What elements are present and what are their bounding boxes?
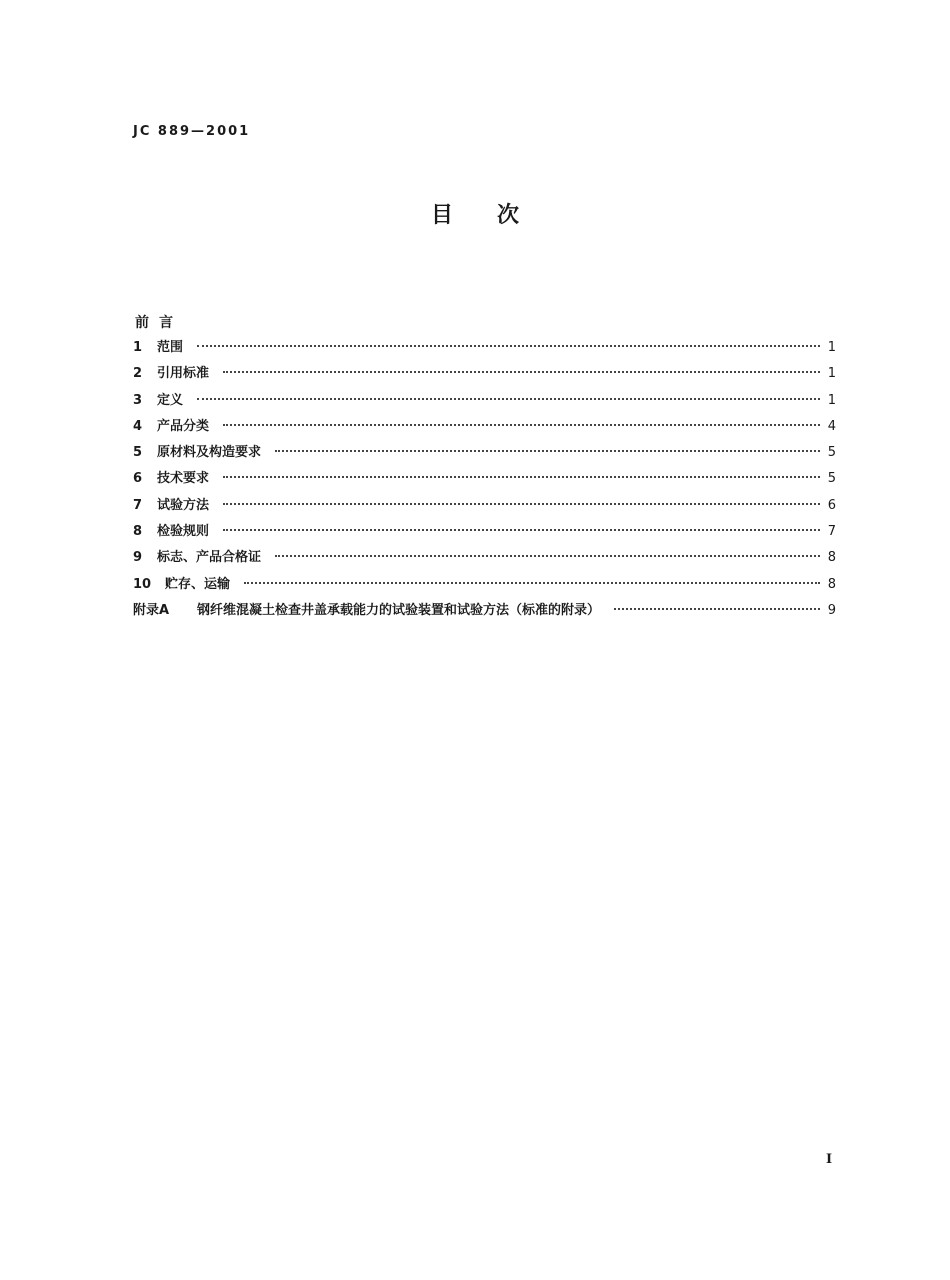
leader-dots	[197, 398, 820, 400]
toc-entry-label: 引用标准	[157, 366, 210, 382]
toc-entry-page: 5	[827, 445, 836, 461]
leader-dots	[614, 608, 820, 610]
toc-entry-page: 7	[827, 524, 836, 540]
toc-entry-page: 1	[827, 340, 836, 355]
toc-entry-label: 试验方法	[157, 497, 210, 513]
toc-entry-appendix-a[interactable]	[133, 599, 836, 625]
toc-entry-number: 4	[133, 418, 143, 434]
toc-entry-1[interactable]	[133, 336, 836, 362]
toc-entry-page: 1	[827, 366, 836, 382]
toc-entry-label: 检验规则	[157, 524, 210, 540]
toc-entry-label: 钢纤维混凝土检查井盖承载能力的试验装置和试验方法（标准的附录）	[197, 602, 601, 618]
toc-entry-number: 8	[133, 524, 143, 540]
standard-code: JC 889—2001	[133, 124, 251, 139]
toc-entry-label: 标志、产品合格证	[157, 550, 262, 566]
toc-preface: 前言	[135, 315, 183, 331]
toc-entry-6[interactable]	[133, 467, 836, 493]
toc-entry-page: 6	[827, 497, 836, 513]
toc-entry-9[interactable]	[133, 546, 836, 572]
toc-entry-number: 10	[133, 576, 152, 592]
toc-entry-5[interactable]	[133, 441, 836, 467]
toc-entry-2[interactable]	[133, 362, 836, 388]
leader-dots	[275, 450, 820, 452]
toc-entry-page: 4	[827, 418, 836, 434]
leader-dots	[223, 476, 820, 478]
toc-entry-page: 1	[827, 392, 836, 408]
toc-title: 目次	[430, 203, 563, 228]
leader-dots	[223, 424, 820, 426]
toc-entry-page: 8	[827, 550, 836, 566]
toc-entry-number: 7	[133, 497, 143, 513]
toc-list	[133, 336, 836, 625]
toc-entry-4[interactable]	[133, 415, 836, 441]
toc-entry-page: 5	[827, 471, 836, 487]
toc-entry-label: 原材料及构造要求	[157, 445, 262, 461]
toc-entry-label: 范围	[157, 340, 184, 355]
page-number: I	[826, 1152, 833, 1167]
leader-dots	[244, 582, 820, 584]
toc-entry-number: 9	[133, 550, 143, 566]
toc-entry-label: 定义	[157, 392, 184, 408]
toc-entry-3[interactable]	[133, 389, 836, 415]
toc-entry-label: 贮存、运输	[165, 576, 231, 592]
toc-entry-number: 3	[133, 392, 143, 408]
toc-entry-label: 产品分类	[157, 418, 210, 434]
toc-entry-page: 8	[827, 576, 836, 592]
leader-dots	[275, 555, 820, 557]
leader-dots	[223, 529, 820, 531]
leader-dots	[223, 503, 820, 505]
toc-entry-10[interactable]	[133, 573, 836, 599]
toc-entry-number: 5	[133, 445, 143, 461]
toc-entry-label: 技术要求	[157, 471, 210, 487]
toc-entry-8[interactable]	[133, 520, 836, 546]
toc-entry-number: 6	[133, 471, 143, 487]
toc-entry-page: 9	[827, 602, 836, 618]
toc-entry-number: 1	[133, 340, 143, 355]
leader-dots	[223, 371, 820, 373]
toc-entry-7[interactable]	[133, 494, 836, 520]
leader-dots	[197, 345, 820, 347]
toc-entry-number: 2	[133, 366, 143, 382]
toc-entry-number: 附录A	[133, 602, 170, 618]
